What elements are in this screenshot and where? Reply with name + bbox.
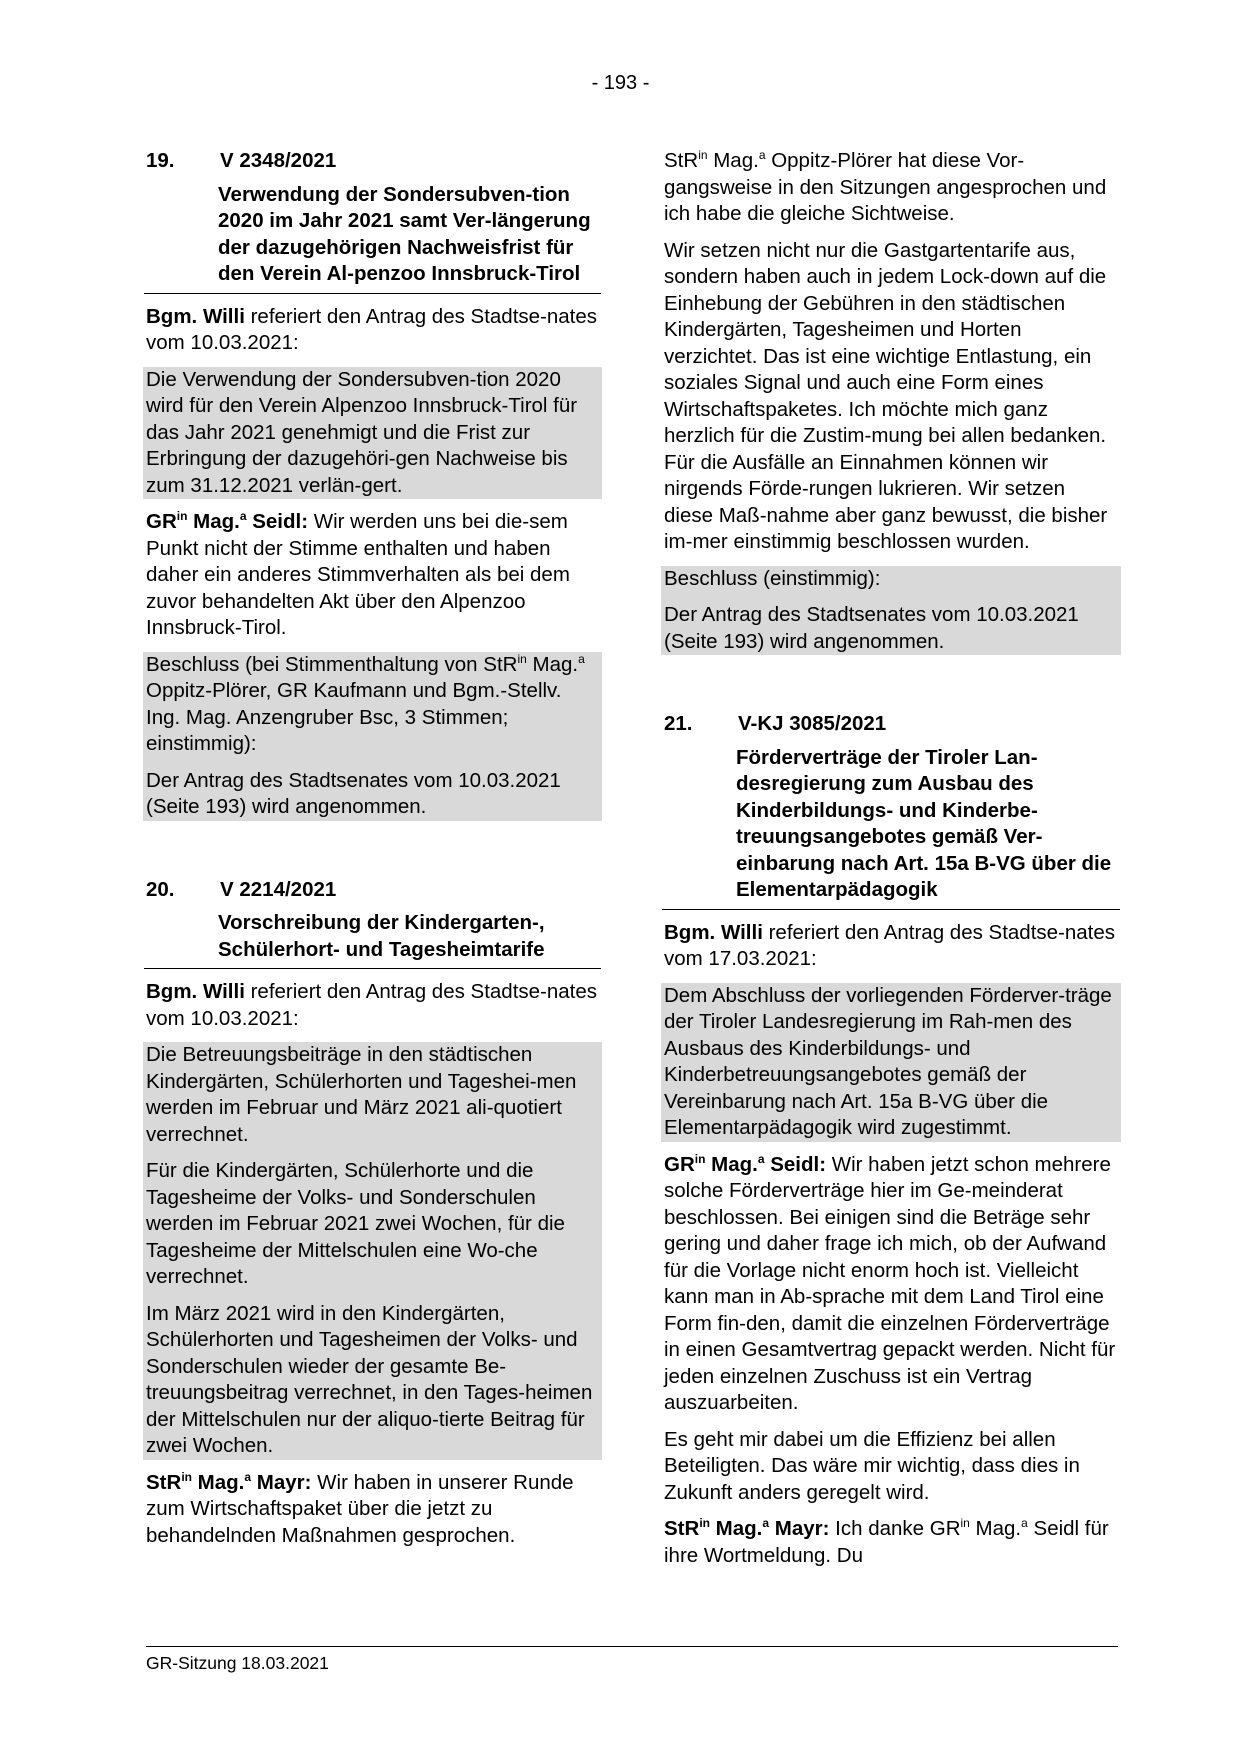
resolution-text: Beschluss (bei Stimmenthaltung von StR [146, 652, 518, 676]
item-19-header [146, 148, 599, 175]
right-column [664, 148, 1118, 1569]
superscript: a [758, 148, 766, 162]
resolution-result: Der Antrag des Stadtsenates vom 10.03.2021 (Seite 193) wird angenommen. [143, 758, 602, 821]
speaker-surname: Seidl: [246, 510, 309, 533]
speaker-surname: Mayr: [251, 1470, 312, 1494]
item-21-intro [664, 920, 1118, 973]
superscript: a [757, 1151, 765, 1166]
speaker-surname: Mayr: [769, 1517, 830, 1540]
superscript: in [181, 1469, 192, 1484]
superscript: in [694, 1151, 706, 1166]
item-20-intro [146, 979, 599, 1032]
item-21-code: V-KJ 3085/2021 [738, 712, 887, 735]
speaker-title: Mag. [191, 1470, 245, 1494]
footer-rule [146, 1646, 1118, 1647]
statement-text: Wir haben in unserer Runde zum Wirtschaftspaket über die jetzt zu behandelnden Maßnahmen gesprochen. [146, 1470, 574, 1547]
statement-text: Wir haben jetzt schon mehrere solche Förderverträge hier im Ge-meinderat beschlossen. Bei einigen sind die Beträge sehr gering und daher frage ich mich, ob der Aufwand für die Vorlage nicht enorm hoch ist. Vielleicht kann man in Ab-sprache mit dem Land Tirol eine Form fin-den, damit die einzelnen Förderverträge in einen Gesamtvertrag gepackt werden. Nicht für jeden einzelnen Zuschuss ist ein Vertrag auszuarbeiten. [664, 1152, 1116, 1414]
statement-text: Oppitz-Plörer hat diese Vor-gangsweise in den Sitzungen angesprochen und ich habe die gleiche Sichtweise. [664, 149, 1107, 225]
item-20-motion [146, 1042, 599, 1460]
motion-text: Dem Abschluss der vorliegenden Förderver-träge der Tiroler Landesregierung im Rah-men des Ausbaus des Kinderbildungs- und Kinderbetreuungsangebotes gemäß der Vereinbarung nach Art. 15a B-VG über die Elementarpädagogik wird zugestimmt. [661, 983, 1121, 1142]
superscript: a [239, 509, 247, 523]
page-number: - 193 - [591, 72, 650, 94]
item-19-title: Verwendung der Sondersubven-tion 2020 im Jahr 2021 samt Ver-längerung der dazugehörigen Nachweisfrist für den Verein Al-penzoo Innsbruck-Tirol [218, 182, 591, 285]
speaker-name [146, 510, 308, 533]
intro-text: referiert den Antrag des Stadtse-nates vom 17.03.2021: [664, 920, 1116, 970]
motion-text: Die Betreuungsbeiträge in den städtischen Kindergärten, Schülerhorten und Tageshei-men werden im Februar und März 2021 ali-quotiert verrechnet. [143, 1042, 602, 1148]
superscript: in [960, 1516, 970, 1530]
left-column [146, 148, 599, 1549]
item-21-statement-seidl [664, 1152, 1118, 1417]
item-19-resolution [146, 652, 599, 821]
resolution-label [143, 652, 602, 758]
intro-text: referiert den Antrag des Stadtse-nates vom 10.03.2021: [146, 980, 598, 1030]
item-21-statement-mayr [664, 1516, 1118, 1569]
speaker-name [146, 1471, 311, 1494]
speaker-title: Mag. [709, 1517, 763, 1540]
speaker-name: Bgm. Willi [146, 304, 245, 328]
speaker-title: StR [146, 1470, 182, 1494]
superscript: a [244, 1469, 252, 1484]
speaker-title: GR [146, 510, 177, 533]
speaker-title: StR [664, 1517, 700, 1540]
resolution-text: Oppitz-Plörer, GR Kaufmann und Bgm.-Stellv. Ing. Mag. Anzengruber Bsc, 3 Stimmen; einstimmig): [146, 679, 562, 755]
motion-text: Für die Kindergärten, Schülerhorte und die Tagesheime der Volks- und Sonderschulen werden im Februar 2021 zwei Wochen, für die Tagesheime der Mittelschulen eine Wo-che verrechnet. [143, 1148, 602, 1291]
item-19-number: 19. [146, 149, 175, 172]
item-21-title: Förderverträge der Tiroler Lan-desregierung zum Ausbau des Kinderbildungs- und Kinderbe-treuungsangebotes gemäß Ver-einbarung nach Art. 15a B-VG über die Elementarpädagogik [736, 745, 1112, 901]
speaker-title: Mag. [705, 1152, 758, 1176]
intro-text: referiert den Antrag des Stadtse-nates vom 10.03.2021: [146, 304, 598, 354]
speaker-name [664, 1517, 829, 1540]
item-20-title-rule [144, 910, 601, 969]
statement-text: Seidl für ihre Wortmeldung. Du [664, 1517, 1109, 1567]
item-21-title-rule [662, 745, 1120, 910]
speaker-title: Mag. [187, 510, 240, 533]
superscript: in [698, 148, 708, 162]
item-19-title-rule [144, 182, 601, 294]
item-21-motion [664, 983, 1118, 1142]
item-19-statement-seidl [146, 509, 599, 642]
statement-text: StR [664, 149, 699, 172]
item-20-statement-continued [664, 148, 1118, 228]
item-21-number: 21. [664, 712, 693, 735]
statement-text: Wir werden uns bei die-sem Punkt nicht der Stimme enthalten und haben daher ein anderes Stimmverhalten als bei dem zuvor behandelten Akt über den Alpenzoo Innsbruck-Tirol. [146, 510, 570, 639]
footer-text: GR-Sitzung 18.03.2021 [146, 1653, 329, 1673]
resolution-result: Der Antrag des Stadtsenates vom 10.03.2021 (Seite 193) wird angenommen. [661, 592, 1121, 655]
item-19-motion [146, 367, 599, 500]
item-20-code: V 2214/2021 [220, 877, 337, 901]
item-21-header [664, 711, 1118, 738]
statement-text: Ich danke GR [829, 1517, 961, 1540]
item-20-resolution [664, 566, 1118, 656]
item-20-title: Vorschreibung der Kindergarten-, Schülerhort- und Tagesheimtarife [218, 911, 545, 961]
section-spacer [664, 655, 1118, 711]
item-21-statement-paragraph: Es geht mir dabei um die Effizienz bei allen Beteiligten. Das wäre mir wichtig, dass dies in Zukunft anders geregelt wird. [664, 1427, 1080, 1504]
resolution-label: Beschluss (einstimmig): [661, 566, 1121, 593]
resolution-text: Mag. [526, 652, 579, 676]
statement-text: Mag. [707, 149, 759, 172]
item-20-statement-paragraph: Wir setzen nicht nur die Gastgartentarife aus, sondern haben auch in jedem Lock-down auf die Einhebung der Gebühren in den städtischen Kindergärten, Tagesheimen und Horten verzichtet. Das ist eine wichtige Entlastung, ein soziales Signal und auch eine Form eines Wirtschaftspaketes. Ich möchte mich ganz herzlich für die Zustim-mung bei allen bedanken. Für die Ausfälle an Einnahmen können wir nirgends Förde-rungen lukrieren. Wir setzen diese Maß-nahme aber ganz bewusst, die bisher im-mer einstimmig beschlossen wurden. [664, 238, 1108, 553]
speaker-name [664, 1153, 826, 1176]
superscript: in [699, 1516, 710, 1530]
superscript: a [578, 651, 585, 666]
speaker-name: Bgm. Willi [664, 920, 763, 944]
section-spacer [146, 821, 599, 877]
superscript: in [176, 509, 188, 523]
item-20-number: 20. [146, 877, 175, 901]
speaker-title: GR [664, 1152, 695, 1176]
item-19-intro [146, 304, 599, 357]
superscript: a [762, 1516, 770, 1530]
superscript: in [517, 651, 527, 666]
motion-text: Die Verwendung der Sondersubven-tion 2020 wird für den Verein Alpenzoo Innsbruck-Tirol für das Jahr 2021 genehmigt und die Frist zur Erbringung der dazugehöri-gen Nachweise bis zum 31.12.2021 verlän-gert. [143, 367, 602, 500]
speaker-name: Bgm. Willi [146, 980, 245, 1003]
item-20-statement-mayr [146, 1470, 599, 1550]
item-19-code: V 2348/2021 [220, 149, 337, 172]
speaker-surname: Seidl: [764, 1152, 827, 1176]
item-20-header [146, 877, 599, 904]
statement-text: Mag. [969, 1517, 1022, 1540]
superscript: a [1021, 1516, 1028, 1530]
motion-text: Im März 2021 wird in den Kindergärten, Schülerhorten und Tagesheimen der Volks- und Sonderschulen wieder der gesamte Be-treuungsbeitrag verrechnet, in den Tages-heimen der Mittelschulen nur der aliquo-tierte Beitrag für zwei Wochen. [143, 1291, 602, 1460]
